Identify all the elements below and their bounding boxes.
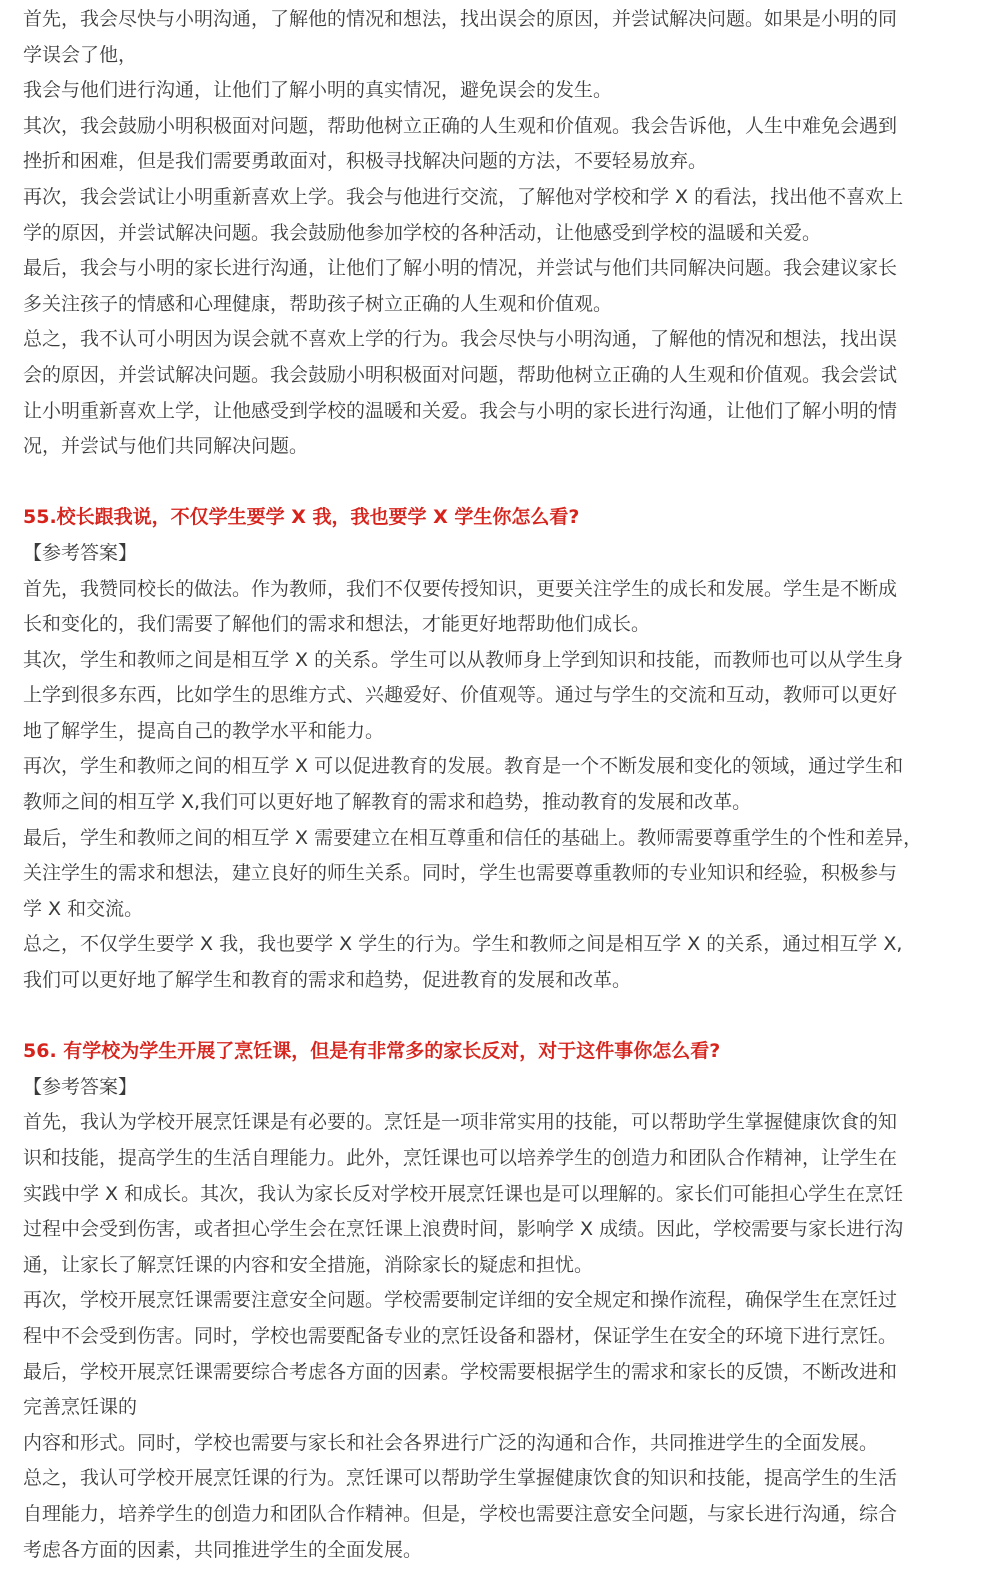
text-line: 过程中会受到伤害，或者担心学生会在烹饪课上浪费时间，影响学 X 成绩。因此，学校需要与家长进行沟 [23, 1218, 904, 1241]
text-line: 我会与他们进行沟通，让他们了解小明的真实情况，避免误会的发生。 [23, 79, 613, 102]
text-line: 学的原因，并尝试解决问题。我会鼓励他参加学校的各种活动，让他感受到学校的温暖和关爱。 [23, 221, 822, 244]
text-line: 首先，我赞同校长的做法。作为教师，我们不仅要传授知识，更要关注学生的成长和发展。学生是不断成 [23, 577, 898, 600]
text-line: 识和技能，提高学生的生活自理能力。此外，烹饪课也可以培养学生的创造力和团队合作精神，让学生在 [23, 1147, 898, 1169]
text-line: 长和变化的，我们需要了解他们的需求和想法，才能更好地帮助他们成长。 [23, 613, 651, 636]
section-55-answer [23, 572, 981, 999]
text-line: 自理能力，培养学生的创造力和团队合作精神。但是，学校也需要注意安全问题，与家长进行沟通，综合 [23, 1502, 898, 1525]
text-line: 况，并尝试与他们共同解决问题。 [23, 435, 309, 458]
question-55-title: 55.校长跟我说，不仅学生要学 X 我，我也要学 X 学生你怎么看? [23, 506, 580, 529]
section-55 [23, 500, 981, 998]
text-line: 挫折和困难，但是我们需要勇敢面对，积极寻找解决问题的方法，不要轻易放弃。 [23, 150, 708, 173]
text-line: 多关注孩子的情感和心理健康，帮助孩子树立正确的人生观和价值观。 [23, 292, 613, 315]
text-line: 关注学生的需求和想法，建立良好的师生关系。同时，学生也需要尊重教师的专业知识和经验，积极参与 [23, 862, 898, 885]
text-line: 完善烹饪课的 [23, 1396, 138, 1419]
text-line: 再次，学生和教师之间的相互学 X 可以促进教育的发展。教育是一个不断发展和变化的领域，通过学生和 [23, 755, 904, 778]
text-line: 再次，我会尝试让小明重新喜欢上学。我会与他进行交流，了解他对学校和学 X 的看法，找出他不喜欢上 [23, 185, 904, 208]
section-56-answer [23, 1105, 981, 1568]
text-line: 考虑各方面的因素，共同推进学生的全面发展。 [23, 1538, 423, 1561]
text-line: 实践中学 X 和成长。其次，我认为家长反对学校开展烹饪课也是可以理解的。家长们可能担心学生在烹饪 [23, 1182, 904, 1205]
text-line: 会的原因，并尝试解决问题。我会鼓励小明积极面对问题，帮助他树立正确的人生观和价值观。我会尝试 [23, 363, 898, 386]
section-54-answer [23, 2, 981, 465]
text-line: 其次，我会鼓励小明积极面对问题，帮助他树立正确的人生观和价值观。我会告诉他，人生中难免会遇到 [23, 114, 898, 137]
section-gap [23, 465, 981, 501]
text-line: 首先，我会尽快与小明沟通，了解他的情况和想法，找出误会的原因，并尝试解决问题。如果是小明的同 [23, 8, 898, 30]
section-56 [23, 1034, 981, 1568]
section-gap [23, 999, 981, 1035]
text-line: 其次，学生和教师之间是相互学 X 的关系。学生可以从教师身上学到知识和技能，而教师也可以从学生身 [23, 648, 904, 671]
text-line: 总之，不仅学生要学 X 我，我也要学 X 学生的行为。学生和教师之间是相互学 X 的关系，通过相互学 X, [23, 933, 903, 956]
text-line: 地了解学生，提高自己的教学水平和能力。 [23, 719, 385, 742]
reference-answer-label: 【参考答案】 [23, 541, 138, 564]
text-line: 最后，学校开展烹饪课需要综合考虑各方面的因素。学校需要根据学生的需求和家长的反馈，不断改进和 [23, 1360, 898, 1383]
text-line: 学 X 和交流。 [23, 897, 144, 920]
text-line: 内容和形式。同时，学校也需要与家长和社会各界进行广泛的沟通和合作，共同推进学生的全面发展。 [23, 1431, 879, 1454]
text-line: 程中不会受到伤害。同时，学校也需要配备专业的烹饪设备和器材，保证学生在安全的环境下进行烹饪。 [23, 1324, 898, 1347]
text-line: 总之，我认可学校开展烹饪课的行为。烹饪课可以帮助学生掌握健康饮食的知识和技能，提高学生的生活 [23, 1467, 898, 1490]
text-line: 上学到很多东西，比如学生的思维方式、兴趣爱好、价值观等。通过与学生的交流和互动，教师可以更好 [23, 684, 898, 707]
reference-answer-label: 【参考答案】 [23, 1075, 138, 1098]
text-line: 再次，学校开展烹饪课需要注意安全问题。学校需要制定详细的安全规定和操作流程，确保学生在烹饪过 [23, 1289, 898, 1312]
text-line: 教师之间的相互学 X,我们可以更好地了解教育的需求和趋势，推动教育的发展和改革。 [23, 791, 752, 814]
text-line: 学误会了他， [23, 43, 138, 66]
document-page [23, 2, 981, 1568]
text-line: 让小明重新喜欢上学，让他感受到学校的温暖和关爱。我会与小明的家长进行沟通，让他们了解小明的情 [23, 399, 898, 422]
text-line: 最后，学生和教师之间的相互学 X 需要建立在相互尊重和信任的基础上。教师需要尊重学生的个性和差异， [23, 826, 923, 849]
text-line: 首先，我认为学校开展烹饪课是有必要的。烹饪是一项非常实用的技能，可以帮助学生掌握健康饮食的知 [23, 1111, 898, 1134]
text-line: 总之，我不认可小明因为误会就不喜欢上学的行为。我会尽快与小明沟通，了解他的情况和想法，找出误 [23, 328, 898, 351]
text-line: 通，让家长了解烹饪课的内容和安全措施，消除家长的疑虑和担忧。 [23, 1253, 594, 1276]
question-56-title: 56. 有学校为学生开展了烹饪课，但是有非常多的家长反对，对于这件事你怎么看? [23, 1040, 721, 1063]
text-line: 最后，我会与小明的家长进行沟通，让他们了解小明的情况，并尝试与他们共同解决问题。我会建议家长 [23, 257, 898, 280]
text-line: 我们可以更好地了解学生和教育的需求和趋势，促进教育的发展和改革。 [23, 969, 632, 992]
